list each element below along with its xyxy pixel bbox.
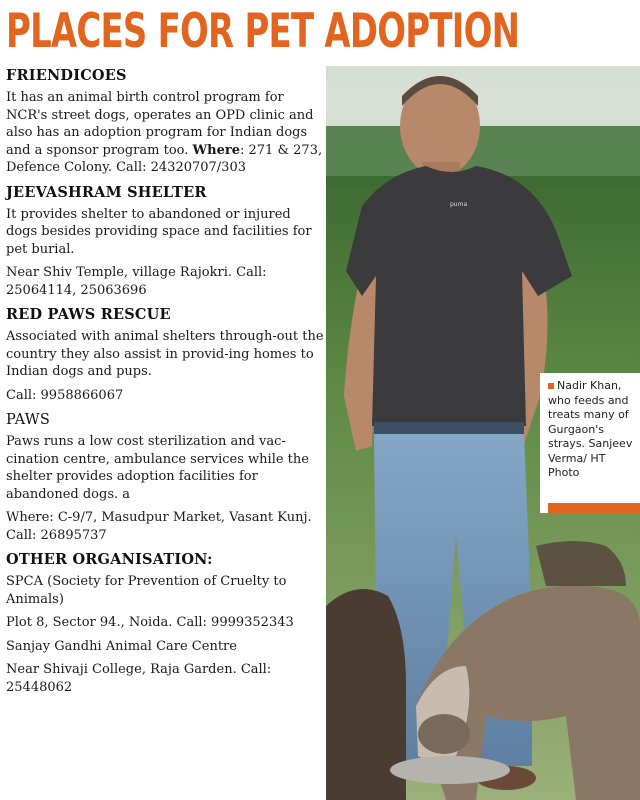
section-redpaws (6, 305, 324, 404)
section-paws (6, 410, 324, 544)
section-call: Call: 9958866067 (6, 387, 124, 403)
section-body: It provides shelter to abandoned or injured dogs besides providing space and facilities for pet burial. (6, 206, 312, 257)
section-body (6, 89, 324, 177)
text-column (6, 66, 324, 702)
caption-accent-bar (548, 503, 640, 513)
section-title: FRIENDICOES (6, 67, 127, 84)
section-jeevashram (6, 183, 324, 300)
org-spca-address: Plot 8, Sector 94., Noida. Call: 9999352343 (6, 615, 294, 630)
section-title: RED PAWS RESCUE (6, 306, 171, 323)
org-sanjay-address: Near Shivaji College, Raja Garden. Call: 25448062 (6, 662, 272, 695)
where-text: : 271 & 273, Defence Colony. Call: 24320707/303 (6, 142, 323, 175)
section-address: Near Shiv Temple, village Rajokri. Call: 25064114, 25063696 (6, 265, 267, 298)
section-address: Where: C-9/7, Masudpur Market, Vasant Kunj. Call: 26895737 (6, 510, 312, 543)
headline: PLACES FOR PET ADOPTION (6, 4, 520, 59)
where-label: Where (192, 142, 240, 158)
section-title: OTHER ORGANISATION: (6, 551, 213, 568)
section-title: JEEVASHRAM SHELTER (6, 183, 207, 201)
photo-caption (540, 373, 640, 513)
org-spca: SPCA (Society for Prevention of Cruelty to Animals) (6, 574, 287, 607)
org-sanjay: Sanjay Gandhi Animal Care Centre (6, 638, 237, 654)
caption-text: Nadir Khan, who feeds and treats many of Gurgaon's strays. Sanjeev Verma/ HT Photo (548, 379, 633, 479)
section-friendicoes (6, 66, 324, 177)
svg-text:puma: puma (450, 201, 468, 208)
section-body: Associated with animal shelters through-out the country they also assist in provid-ing homes to Indian dogs and pups. (6, 329, 324, 379)
caption-bullet-icon (548, 383, 554, 389)
section-other (6, 550, 324, 696)
body-text: It has an animal birth control program for NCR's street dogs, operates an OPD clinic and also has an adoption program for Indian dogs and a sponsor program too. (6, 90, 314, 158)
section-title: PAWS (6, 412, 50, 428)
section-body: Paws runs a low cost sterilization and vac-cination centre, ambulance services while the shelter provides adoption facilities for abandoned dogs. a (6, 434, 309, 502)
